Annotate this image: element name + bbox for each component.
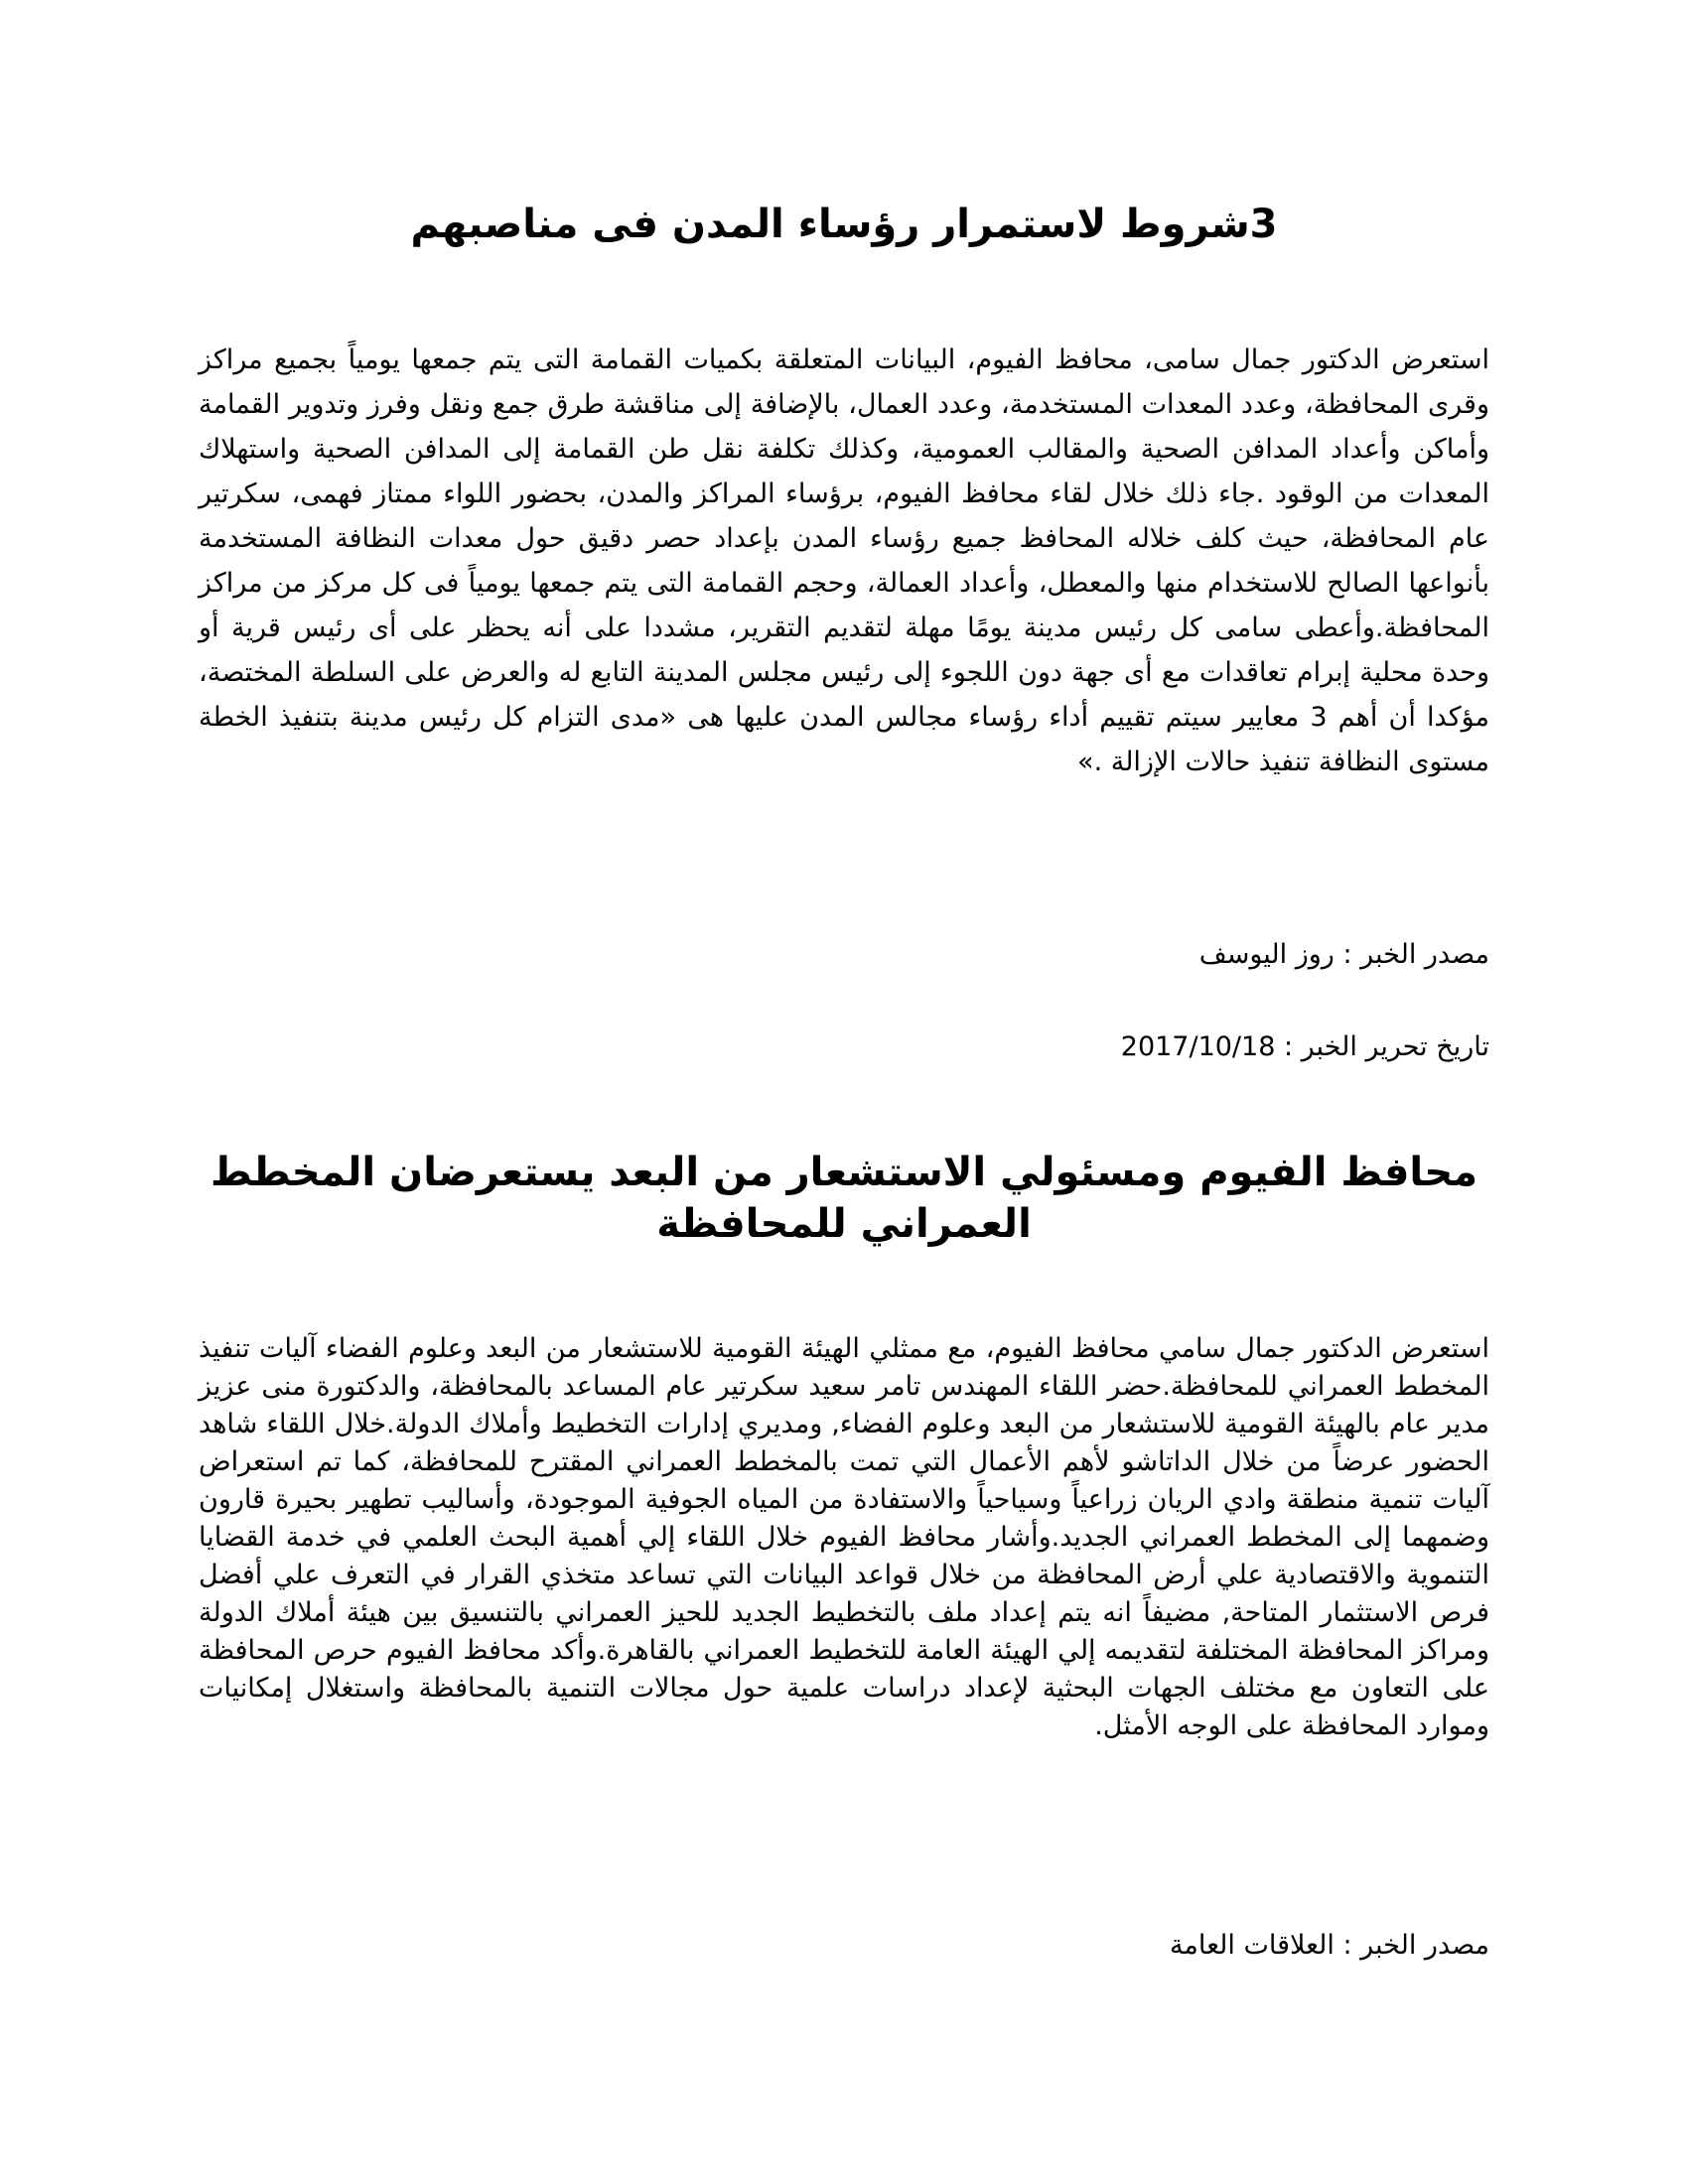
date-label: تاريخ تحرير الخبر : <box>1275 1031 1489 1062</box>
article-2-source <box>199 1926 1489 1966</box>
date-value: 2017/10/18 <box>1120 1031 1276 1062</box>
source-label: مصدر الخبر : <box>1334 939 1489 970</box>
article-2-title: محافظ الفيوم ومسئولي الاستشعار من البعد يستعرضان المخطط العمراني للمحافظة <box>210 1150 1478 1247</box>
article-1-body: استعرض الدكتور جمال سامى، محافظ الفيوم، البيانات المتعلقة بكميات القمامة التى يتم جمعها يومياً بجميع مراكز وقرى المحافظة، وعدد المعدات المستخدمة، وعدد العمال، بالإضافة إلى مناقشة طرق جمع ونقل وفرز وتدوير القمامة وأماكن وأعداد المدافن الصحية والمقالب العمومية، وكذلك تكلفة نقل طن القمامة إلى المدافن الصحية واستهلاك المعدات من الوقود .جاء ذلك خلال لقاء محافظ الفيوم، برؤساء المراكز والمدن، بحضور اللواء ممتاز فهمى، سكرتير عام المحافظة، حيث كلف خلاله المحافظ جميع رؤساء المدن بإعداد حصر دقيق حول معدات النظافة المستخدمة بأنواعها الصالح للاستخدام منها والمعطل، وأعداد العمالة، وحجم القمامة التى يتم جمعها يومياً فى كل مركز من مراكز المحافظة.وأعطى سامى كل رئيس مدينة يومًا مهلة لتقديم التقرير، مشددا على أنه يحظر على أى رئيس قرية أو وحدة محلية إبرام تعاقدات مع أى جهة دون اللجوء إلى رئيس مجلس المدينة التابع له والعرض على السلطة المختصة، مؤكدا أن أهم 3 معايير سيتم تقييم أداء رؤساء مجالس المدن عليها هى «مدى التزام كل رئيس مدينة بتنفيذ الخطة مستوى النظافة تنفيذ حالات الإزالة .» <box>199 344 1489 777</box>
article-2-body: استعرض الدكتور جمال سامي محافظ الفيوم، مع ممثلي الهيئة القومية للاستشعار من البعد وعلوم الفضاء آليات تنفيذ المخطط العمراني للمحافظة.حضر اللقاء المهندس تامر سعيد سكرتير عام المساعد بالمحافظة، والدكتورة منى عزيز مدير عام بالهيئة القومية للاستشعار من البعد وعلوم الفضاء, ومديري إدارات التخطيط وأملاك الدولة.خلال اللقاء شاهد الحضور عرضاً من خلال الداتاشو لأهم الأعمال التي تمت بالمخطط العمراني المقترح للمحافظة، كما تم استعراض آليات تنمية منطقة وادي الريان زراعياً وسياحياً والاستفادة من المياه الجوفية الموجودة، وأساليب تطهير بحيرة قارون وضمهما إلى المخطط العمراني الجديد.وأشار محافظ الفيوم خلال اللقاء إلي أهمية البحث العلمي في خدمة القضايا التنموية والاقتصادية علي أرض المحافظة من خلال قواعد البيانات التي تساعد متخذي القرار في التعرف علي أفضل فرص الاستثمار المتاحة, مضيفاً انه يتم إعداد ملف بالتخطيط الجديد للحيز العمراني بالتنسيق بين هيئة أملاك الدولة ومراكز المحافظة المختلفة لتقديمه إلي الهيئة العامة للتخطيط العمراني بالقاهرة.وأكد محافظ الفيوم حرص المحافظة على التعاون مع مختلف الجهات البحثية لإعداد دراسات علمية حول مجالات التنمية بالمحافظة واستغلال إمكانيات وموارد المحافظة على الوجه الأمثل. <box>199 1333 1489 1741</box>
source-value: العلاقات العامة <box>1169 1930 1335 1961</box>
source-value: روز اليوسف <box>1198 939 1335 970</box>
article-1-title: 3شروط لاستمرار رؤساء المدن فى مناصبهم <box>410 202 1278 247</box>
source-label: مصدر الخبر : <box>1334 1930 1489 1961</box>
article-1-date <box>199 1027 1489 1067</box>
article-1-source <box>199 935 1489 975</box>
